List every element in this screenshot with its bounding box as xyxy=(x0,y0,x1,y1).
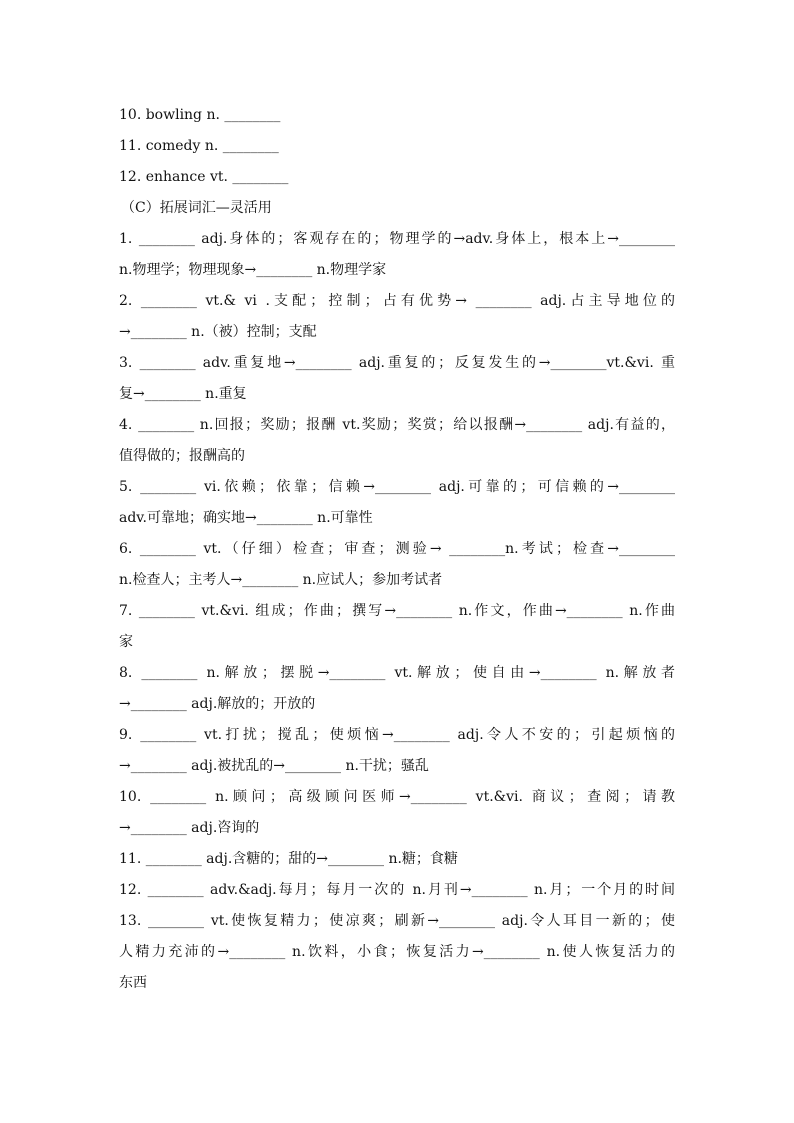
expand-item-3-line-2: 复→________ n.重复 xyxy=(119,386,247,402)
vocab-item-10: 10. bowling n. ________ xyxy=(119,107,281,123)
expand-item-3-line-1: 3. ________ adv.重复地→________ adj.重复的；反复发生的→________vt.&vi. 重 xyxy=(119,355,675,371)
expand-item-2-line-2: →________ n.（被）控制；支配 xyxy=(119,324,317,340)
expand-item-4-line-1: 4. ________ n.回报；奖励；报酬 vt.奖励；奖赏；给以报酬→________ adj.有益的， xyxy=(119,417,675,433)
expand-item-5-line-2: adv.可靠地；确实地→________ n.可靠性 xyxy=(119,510,373,526)
expand-item-9-line-1: 9. ________ vt.打扰；搅乱；使烦恼→________ adj.令人不安的；引起烦恼的 xyxy=(119,727,675,743)
expand-item-6-line-2: n.检查人；主考人→________ n.应试人；参加考试者 xyxy=(119,572,443,588)
expand-item-7-line-2: 家 xyxy=(119,634,133,650)
expand-item-13-line-3: 东西 xyxy=(119,975,147,991)
expand-item-10-line-2: →________ adj.咨询的 xyxy=(119,820,260,836)
expand-item-13-line-2: 人精力充沛的→________ n.饮料，小食；恢复活力→________ n.使人恢复活力的 xyxy=(119,944,675,960)
expand-item-7-line-1: 7. ________ vt.&vi. 组成；作曲；撰写→________ n.作文，作曲→________ n.作曲 xyxy=(119,603,675,619)
expand-item-10-line-1: 10. ________ n.顾问；高级顾问医师→________ vt.&vi. 商议；查阅；请教 xyxy=(119,789,675,805)
expand-item-1-line-1: 1. ________ adj.身体的；客观存在的；物理学的→adv.身体上，根本上→________ xyxy=(119,231,675,247)
expand-item-12: 12. ________ adv.&adj.每月；每月一次的 n.月刊→________ n.月；一个月的时间 xyxy=(119,882,675,898)
document-page xyxy=(119,100,675,999)
expand-item-8-line-2: →________ adj.解放的；开放的 xyxy=(119,696,316,712)
expand-item-4-line-2: 值得做的；报酬高的 xyxy=(119,448,245,464)
section-heading-c: （C）拓展词汇—灵活用 xyxy=(121,200,272,216)
expand-item-11: 11. ________ adj.含糖的；甜的→________ n.糖；食糖 xyxy=(119,851,458,867)
expand-item-6-line-1: 6. ________ vt.（仔细）检查；审查；测验→ ________n.考试；检查→________ xyxy=(119,541,675,557)
expand-item-1-line-2: n.物理学；物理现象→________ n.物理学家 xyxy=(119,262,387,278)
expand-item-2-line-1: 2. ________ vt.& vi .支配；控制；占有优势→ ________ adj.占主导地位的 xyxy=(119,293,675,309)
expand-item-5-line-1: 5. ________ vi.依赖；依靠；信赖→________ adj.可靠的；可信赖的→________ xyxy=(119,479,675,495)
expand-item-9-line-2: →________ adj.被扰乱的→________ n.干扰；骚乱 xyxy=(119,758,429,774)
expand-item-13-line-1: 13. ________ vt.使恢复精力；使凉爽；刷新→________ adj.令人耳目一新的；使 xyxy=(119,913,675,929)
vocab-item-11: 11. comedy n. ________ xyxy=(119,138,279,154)
expand-item-8-line-1: 8. ________ n.解放；摆脱→________ vt.解放；使自由→________ n.解放者 xyxy=(119,665,675,681)
vocab-item-12: 12. enhance vt. ________ xyxy=(119,169,289,185)
